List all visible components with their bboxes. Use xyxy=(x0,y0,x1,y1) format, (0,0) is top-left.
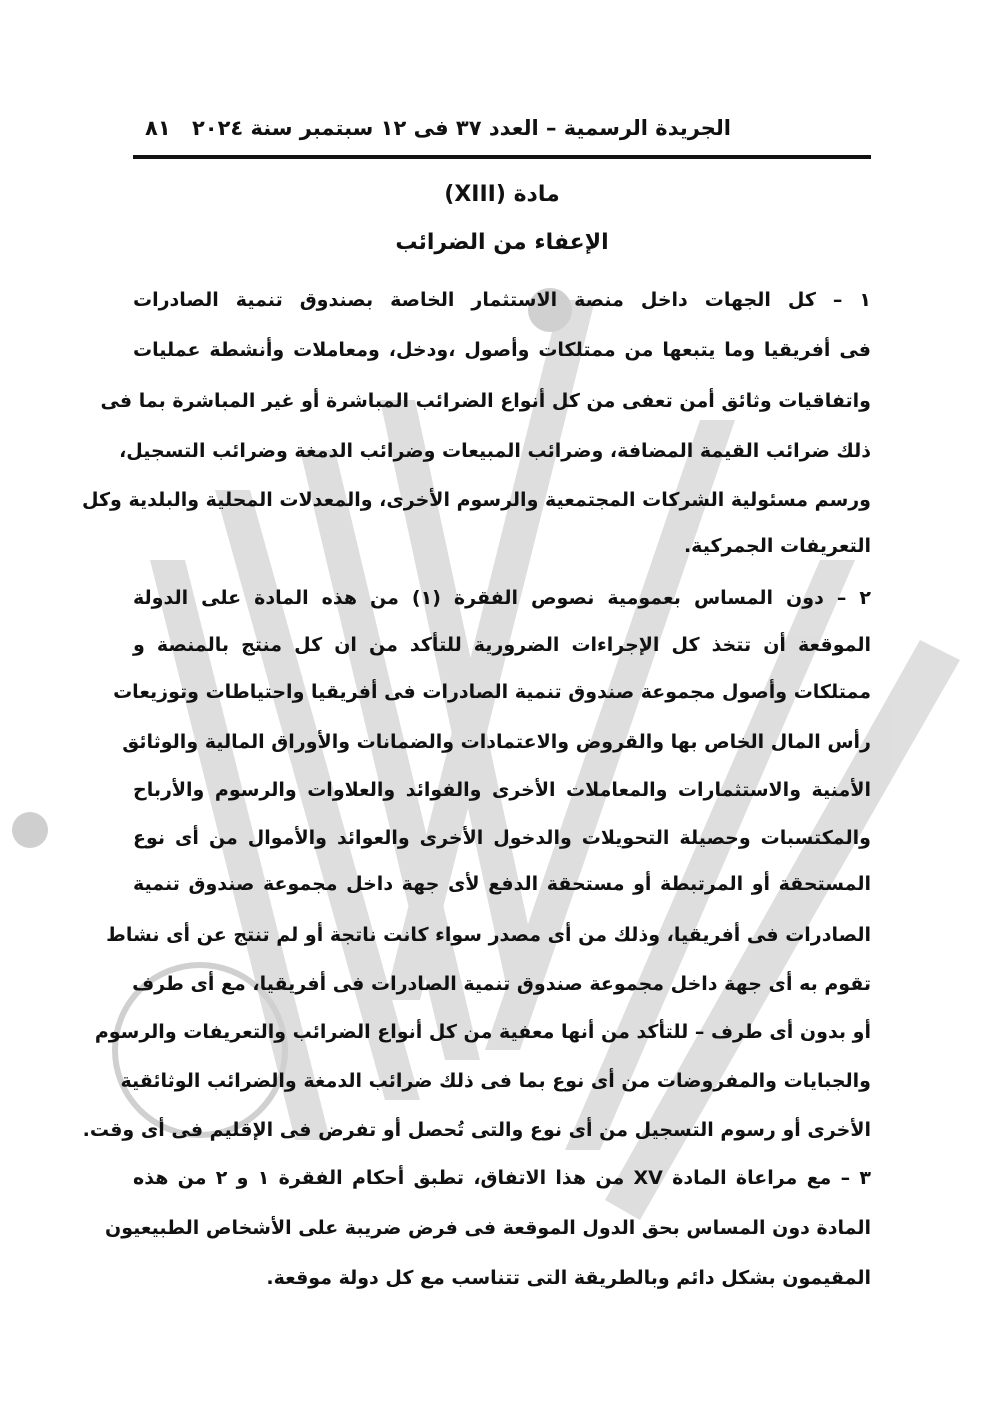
paragraph-2-line: الصادرات فى أفريقيا، وذلك من أى مصدر سواء كانت ناتجة أو لم تنتج عن أى نشاط xyxy=(106,924,871,946)
header-divider xyxy=(133,155,871,159)
article-number: مادة (XIII) xyxy=(444,182,560,207)
paragraph-1-line: ذلك ضرائب القيمة المضافة، وضرائب المبيعات وضرائب الدمغة وضرائب التسجيل، xyxy=(119,440,871,462)
paragraph-2-line: رأس المال الخاص بها والقروض والاعتمادات والضمانات والأوراق المالية والوثائق xyxy=(122,731,871,753)
paragraph-3-line: المقيمون بشكل دائم وبالطريقة التى تتناسب مع كل دولة موقعة. xyxy=(266,1267,871,1289)
paragraph-2-line: الموقعة أن تتخذ كل الإجراءات الضرورية للتأكد من ان كل منتج بالمنصة و xyxy=(133,634,871,656)
paragraph-1-line: التعريفات الجمركية. xyxy=(683,535,871,557)
paragraph-2-line: الأمنية والاستثمارات والمعاملات الأخرى والفوائد والعلاوات والرسوم والأرباح xyxy=(133,779,871,801)
paragraph-3-line: المادة دون المساس بحق الدول الموقعة فى فرض ضريبة على الأشخاص الطبيعيون xyxy=(105,1217,871,1239)
paragraph-1-line: فى أفريقيا وما يتبعها من ممتلكات وأصول ،ودخل، ومعاملات وأنشطة عمليات xyxy=(133,339,871,361)
paragraph-1-line: واتفاقيات وثائق أمن تعفى من كل أنواع الضرائب المباشرة أو غير المباشرة بما فى xyxy=(100,390,871,412)
paragraph-2-line: المستحقة أو المرتبطة أو مستحقة الدفع لأى جهة داخل مجموعة صندوق تنمية xyxy=(133,873,871,895)
paragraph-2-line: ممتلكات وأصول مجموعة صندوق تنمية الصادرات فى أفريقيا واحتياطات وتوزيعات xyxy=(113,681,871,703)
paragraph-2-line: أو بدون أى طرف – للتأكد من أنها معفية من كل أنواع الضرائب والتعريفات والرسوم xyxy=(94,1021,871,1043)
page-number: ٨١ xyxy=(145,116,171,140)
gazette-title: الجريدة الرسمية – العدد ٣٧ فى ١٢ سبتمبر سنة ٢٠٢٤ xyxy=(191,116,731,140)
paragraph-2-line: والمكتسبات وحصيلة التحويلات والدخول الأخرى والعوائد والأموال من أى نوع xyxy=(133,827,871,849)
paragraph-2-line: تقوم به أى جهة داخل مجموعة صندوق تنمية الصادرات فى أفريقيا، مع أى طرف xyxy=(132,973,871,995)
paragraph-2-line: الأخرى أو رسوم التسجيل من أى نوع والتى تُحصل أو تفرض فى الإقليم فى أى وقت. xyxy=(82,1119,871,1141)
paragraph-1-line: ١ – كل الجهات داخل منصة الاستثمار الخاصة بصندوق تنمية الصادرات xyxy=(133,289,871,311)
page-header xyxy=(133,112,871,152)
article-title: الإعفاء من الضرائب xyxy=(395,230,609,255)
paragraph-2-line: والجبايات والمفروضات من أى نوع بما فى ذلك ضرائب الدمغة والضرائب الوثائقية xyxy=(120,1070,871,1092)
paragraph-1-line: ورسم مسئولية الشركات المجتمعية والرسوم الأخرى، والمعدلات المحلية والبلدية وكل xyxy=(82,489,871,511)
paragraph-3-line: ٣ – مع مراعاة المادة XV من هذا الاتفاق، تطبق أحكام الفقرة ١ و ٢ من هذه xyxy=(133,1167,871,1189)
paragraph-2-line: ٢ – دون المساس بعمومية نصوص الفقرة (١) من هذه المادة على الدولة xyxy=(133,587,871,609)
